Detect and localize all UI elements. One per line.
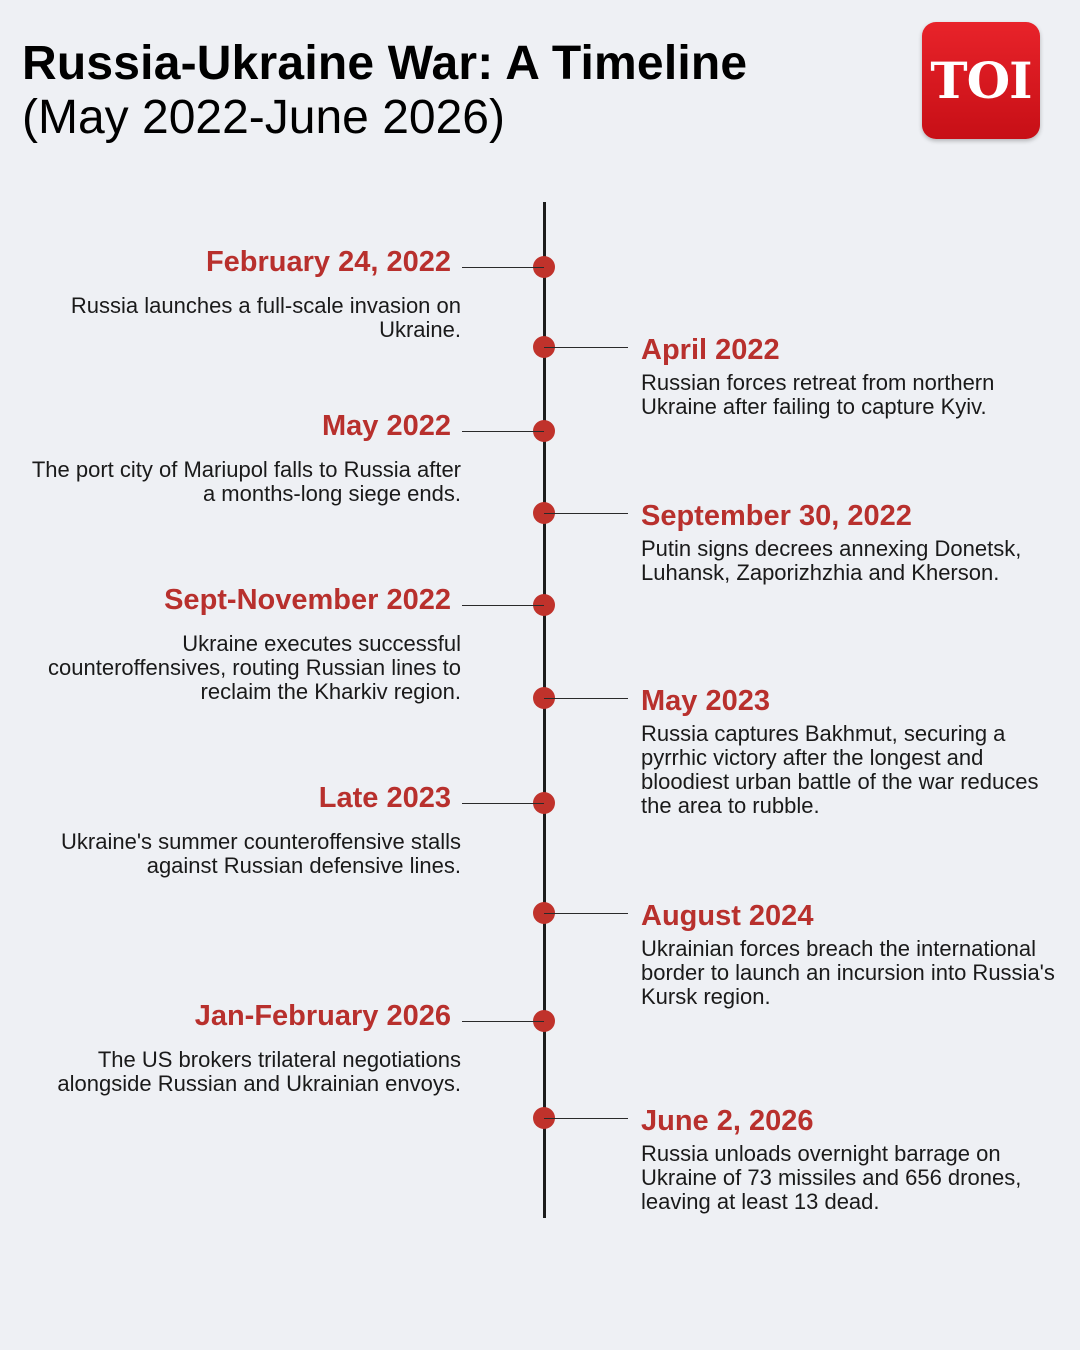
timeline-connector — [462, 431, 544, 432]
timeline-connector — [544, 513, 628, 514]
event-description: Ukraine executes successful counteroffensives, routing Russian lines to reclaim the Kharkiv region. — [48, 631, 461, 704]
logo-text: TOI — [930, 51, 1032, 110]
event-description: Russian forces retreat from northern Ukraine after failing to capture Kyiv. — [641, 370, 995, 419]
event-description: Russia launches a full-scale invasion on Ukraine. — [70, 293, 461, 342]
event-description: Putin signs decrees annexing Donetsk, Luhansk, Zaporizhzhia and Kherson. — [641, 536, 1022, 585]
page-subtitle: (May 2022-June 2026) — [22, 91, 505, 144]
event-description: Ukrainian forces breach the international border to launch an incursion into Russia's Kursk region. — [641, 936, 1055, 1009]
event-date: May 2022 — [322, 410, 451, 442]
event-description: Ukraine's summer counteroffensive stalls against Russian defensive lines. — [61, 829, 461, 878]
event-date: August 2024 — [641, 900, 814, 932]
event-description: The port city of Mariupol falls to Russia after a months-long siege ends. — [31, 457, 461, 506]
toi-logo — [922, 22, 1040, 139]
event-date: May 2023 — [641, 685, 770, 717]
event-date: Jan-February 2026 — [194, 1000, 451, 1032]
timeline-connector — [462, 1021, 544, 1022]
timeline-connector — [462, 803, 544, 804]
timeline-connector — [544, 913, 628, 914]
timeline-connector — [544, 347, 628, 348]
timeline-connector — [544, 698, 628, 699]
event-description: Russia unloads overnight barrage on Ukraine of 73 missiles and 656 drones, leaving at least 13 dead. — [641, 1141, 1022, 1214]
event-date: September 30, 2022 — [641, 500, 912, 532]
event-date: February 24, 2022 — [205, 246, 451, 278]
event-date: June 2, 2026 — [641, 1105, 814, 1137]
page-title: Russia-Ukraine War: A Timeline — [22, 37, 748, 90]
timeline-connector — [462, 267, 544, 268]
event-date: Sept-November 2022 — [164, 584, 451, 616]
event-date: April 2022 — [641, 334, 780, 366]
event-date: Late 2023 — [318, 782, 451, 814]
event-description: Russia captures Bakhmut, securing a pyrrhic victory after the longest and bloodiest urban battle of the war reduces the area to rubble. — [641, 721, 1039, 818]
timeline-connector — [544, 1118, 628, 1119]
event-description: The US brokers trilateral negotiations alongside Russian and Ukrainian envoys. — [57, 1047, 461, 1096]
timeline-connector — [462, 605, 544, 606]
